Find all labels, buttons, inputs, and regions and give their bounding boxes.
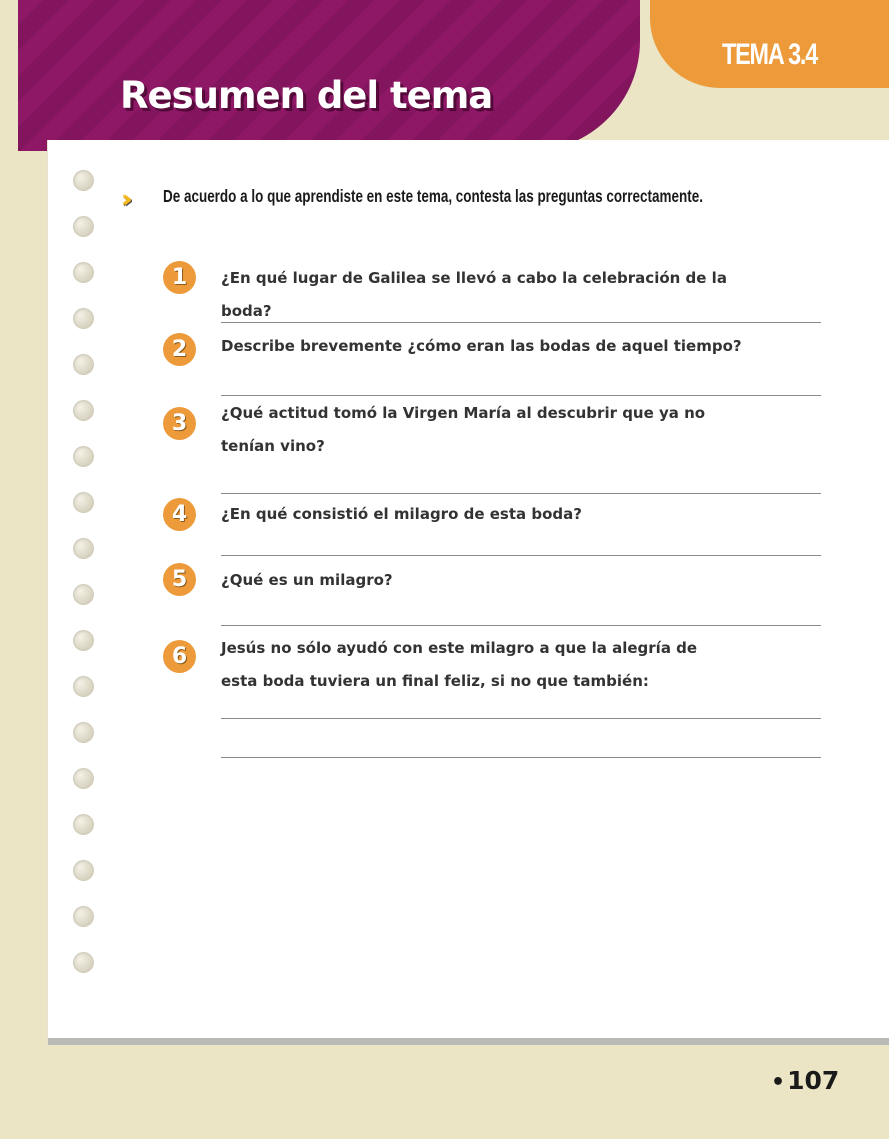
answer-line-6b[interactable] xyxy=(221,757,821,758)
question-3-text: ¿Qué actitud tomó la Virgen María al descubrir que ya no tenían vino? xyxy=(221,404,706,455)
spiral-ring-icon xyxy=(73,446,94,467)
question-number-2: 2 xyxy=(163,333,196,366)
spiral-ring-icon xyxy=(73,768,94,789)
answer-line-1[interactable] xyxy=(221,322,821,323)
spiral-ring-icon xyxy=(73,354,94,375)
spiral-ring-icon xyxy=(73,676,94,697)
answer-line-5[interactable] xyxy=(221,625,821,626)
spiral-ring-icon xyxy=(73,630,94,651)
page-title: Resumen del tema xyxy=(120,74,493,117)
answer-line-6a[interactable] xyxy=(221,718,821,719)
question-number-6: 6 xyxy=(163,640,196,673)
spiral-ring-icon xyxy=(73,538,94,559)
question-2-text: Describe brevemente ¿cómo eran las bodas de aquel tiempo? xyxy=(221,337,742,355)
question-number-3: 3 xyxy=(163,407,196,440)
spiral-ring-icon xyxy=(73,170,94,191)
spiral-ring-icon xyxy=(73,400,94,421)
question-number-5: 5 xyxy=(163,563,196,596)
question-5-text: ¿Qué es un milagro? xyxy=(221,571,393,589)
page-number: •107 xyxy=(771,1066,840,1095)
page-number-value: 107 xyxy=(787,1066,840,1095)
answer-line-4[interactable] xyxy=(221,555,821,556)
question-4-text: ¿En qué consistió el milagro de esta boda? xyxy=(221,505,582,523)
spiral-ring-icon xyxy=(73,308,94,329)
spiral-ring-icon xyxy=(73,262,94,283)
double-chevron-icon: ›› xyxy=(121,185,125,213)
instruction-text: De acuerdo a lo que aprendiste en este tema, contesta las preguntas correctamente. xyxy=(163,186,703,206)
spiral-ring-icon xyxy=(73,584,94,605)
spiral-ring-icon xyxy=(73,906,94,927)
question-number-1: 1 xyxy=(163,261,196,294)
spiral-ring-icon xyxy=(73,216,94,237)
question-number-4: 4 xyxy=(163,498,196,531)
spiral-ring-icon xyxy=(73,722,94,743)
answer-line-2[interactable] xyxy=(221,395,821,396)
spiral-ring-icon xyxy=(73,860,94,881)
spiral-ring-icon xyxy=(73,492,94,513)
spiral-ring-icon xyxy=(73,952,94,973)
question-1-text: ¿En qué lugar de Galilea se llevó a cabo la celebración de la boda? xyxy=(221,269,727,320)
tema-label: TEMA 3.4 xyxy=(722,38,818,71)
answer-line-3[interactable] xyxy=(221,493,821,494)
question-6-text: Jesús no sólo ayudó con este milagro a que la alegría de esta boda tuviera un final feliz, si no que también: xyxy=(221,639,698,690)
spiral-ring-icon xyxy=(73,814,94,835)
